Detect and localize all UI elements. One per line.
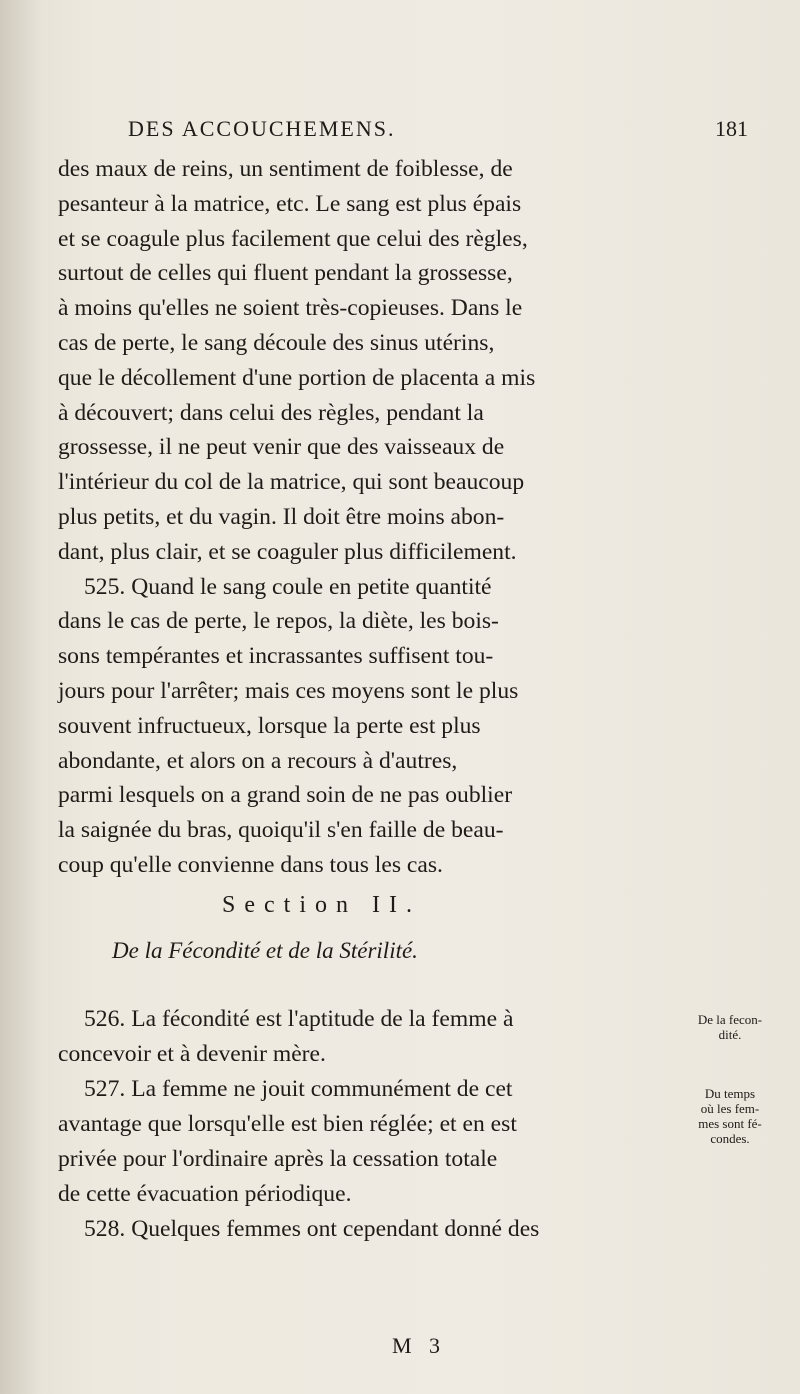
text-line: jours pour l'arrêter; mais ces moyens sont le plus <box>58 677 519 704</box>
text-line: parmi lesquels on a grand soin de ne pas oublier <box>58 782 513 809</box>
text-line: surtout de celles qui fluent pendant la grossesse, <box>58 260 513 287</box>
text-line: avantage que lorsqu'elle est bien réglée; et en est <box>58 1111 517 1137</box>
text-line: pesanteur à la matrice, etc. Le sang est plus épais <box>58 190 522 217</box>
paragraph-526 <box>58 1002 670 1072</box>
body-text <box>58 152 748 883</box>
text-line: grossesse, il ne peut venir que des vaisseaux de <box>58 434 505 461</box>
text-line: 527. La femme ne jouit communément de cet <box>84 1076 513 1102</box>
text-line: dans le cas de perte, le repos, la diète, les bois- <box>58 608 499 635</box>
text-line: 528. Quelques femmes ont cependant donné des <box>84 1216 540 1242</box>
margin-note-line: condes. <box>710 1131 750 1146</box>
text-line: concevoir et à devenir mère. <box>58 1041 326 1067</box>
text-line: l'intérieur du col de la matrice, qui sont beaucoup <box>58 469 525 496</box>
text-line: plus petits, et du vagin. Il doit être moins abon- <box>58 503 505 530</box>
margin-note-fecondite <box>680 1012 780 1042</box>
page-number: 181 <box>715 116 748 141</box>
text-line: dant, plus clair, et se coaguler plus difficilement. <box>58 538 517 565</box>
margin-note-line: où les fem- <box>700 1101 760 1116</box>
text-line: souvent infructueux, lorsque la perte est plus <box>58 712 481 739</box>
text-line: à découvert; dans celui des règles, pendant la <box>58 399 484 426</box>
text-line: des maux de reins, un sentiment de foiblesse, de <box>58 156 513 182</box>
text-line: la saignée du bras, quoiqu'il s'en faille de beau- <box>58 817 504 844</box>
margin-note-line: De la fecon- <box>697 1012 763 1027</box>
running-title: DES ACCOUCHEMENS. <box>128 116 396 141</box>
margin-note-line: dité. <box>718 1027 742 1042</box>
text-line: coup qu'elle convienne dans tous les cas. <box>58 851 443 878</box>
paragraph-527 <box>58 1072 670 1212</box>
text-line: de cette évacuation périodique. <box>58 1181 352 1207</box>
text-line: 525. Quand le sang coule en petite quantité <box>84 573 492 600</box>
section-subtitle: De la Fécondité et de la Stérilité. <box>112 938 418 963</box>
page-header <box>128 116 748 146</box>
text-line: sons tempérantes et incrassantes suffisent tou- <box>58 643 494 670</box>
text-line: et se coagule plus facilement que celui des règles, <box>58 225 528 252</box>
margin-note-line: Du temps <box>704 1086 756 1101</box>
margin-note-temps <box>680 1086 780 1146</box>
paragraph-528 <box>58 1212 670 1247</box>
margin-note-line: mes sont fé- <box>698 1116 762 1131</box>
text-line: privée pour l'ordinaire après la cessation totale <box>58 1146 498 1172</box>
text-line: cas de perte, le sang découle des sinus utérins, <box>58 329 495 356</box>
text-line: abondante, et alors on a recours à d'autres, <box>58 747 458 774</box>
section-heading: Section II. <box>222 892 421 918</box>
signature-mark: M 3 <box>392 1333 447 1358</box>
text-line: que le décollement d'une portion de placenta a mis <box>58 364 536 391</box>
text-line: à moins qu'elles ne soient très-copieuses. Dans le <box>58 295 523 322</box>
text-line: 526. La fécondité est l'aptitude de la femme à <box>84 1006 514 1032</box>
page-fold-shadow <box>0 0 40 1394</box>
